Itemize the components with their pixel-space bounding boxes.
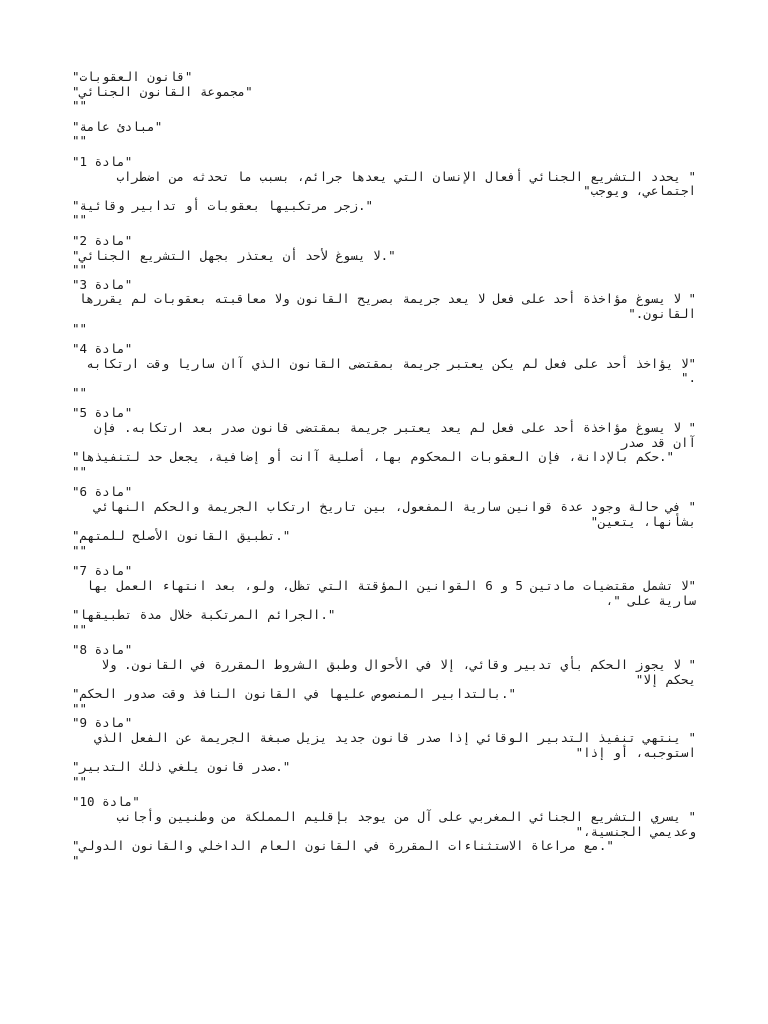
text-line: "بالتدابير المنصوص عليها في القانون النافذ وقت صدور الحكم." (72, 686, 517, 702)
text-line: "لا يسوغ لأحد أن يعتذر بجهل التشريع الجنائي." (72, 247, 396, 263)
text-line: "" (72, 773, 88, 789)
text-line: آان قد صدر (620, 434, 696, 450)
text-line: "" (72, 463, 88, 479)
text-line: "مادة 6" (72, 484, 133, 500)
text-line: "الجرائم المرتكبة خلال مدة تطبيقها." (72, 607, 336, 623)
text-line: "" (72, 320, 88, 336)
text-line: "" (72, 384, 88, 400)
text-line: "لا تشمل مقتضيات مادتين 5 و 6 القوانين المؤقتة التي تظل، ولو، بعد انتهاء العمل بها (86, 578, 696, 593)
text-line: "" (72, 133, 88, 149)
text-line: وعديمي الجنسية،" (575, 823, 696, 839)
text-line: "" (72, 700, 88, 716)
text-line: " لا يسوغ مؤاخذة أحد على فعل لم يعد يعتبر جريمة بمقتضى قانون صدر بعد ارتكابه. فإن (93, 420, 696, 436)
text-line: "مادة 2" (72, 232, 133, 248)
text-line: "" (72, 212, 88, 228)
text-line: "مادة 1" (72, 153, 133, 169)
text-line: "مادة 7" (72, 563, 133, 579)
text-line: " يسري التشريع الجنائي المغربي على آل من يوجد بإقليم المملكة من وطنيين وأجانب (116, 808, 696, 824)
text-line: " في حالة وجود عدة قوانين سارية المفعول، بين تاريخ ارتكاب الجريمة والحكم النهائي (93, 499, 696, 515)
text-line: "حكم بالإدانة، فإن العقوبات المحكوم بها، أصلية آانت أو إضافية، يجعل حد لتنفيذها." (72, 449, 675, 465)
text-line: القانون." (628, 305, 696, 321)
text-line: "مادة 10" (72, 794, 140, 810)
text-line: "مادة 5" (72, 405, 133, 421)
text-line: " لا يسوغ مؤاخذة أحد على فعل لا يعد جريمة بصريح القانون ولا معاقبته بعقوبات لم يقررها (78, 291, 696, 307)
text-line: "لا يؤاخذ أحد على فعل لم يكن يعتبر جريمة بمقتضى القانون الذي آان ساريا وقت ارتكابه (86, 355, 696, 371)
text-line: "زجر مرتكبيها بعقوبات أو تدابير وقائية." (72, 197, 374, 213)
text-line: "مبادئ عامة" (72, 118, 163, 134)
text-line: "تطبيق القانون الأصلح للمتهم." (72, 528, 291, 544)
text-line: سارية على "، (605, 592, 696, 608)
text-line: ." (680, 370, 696, 386)
text-line: " لا يجوز الحكم بأي تدبير وقائي، إلا في الأحوال وطبق الشروط المقررة في القانون. ولا (101, 656, 696, 672)
text-line: "مادة 8" (72, 642, 133, 658)
document-page (72, 70, 696, 868)
text-line: "" (72, 98, 88, 114)
text-line: "مع مراعاة الاستثناءات المقررة في القانون العام الداخلي والقانون الدولي." (72, 838, 614, 854)
text-line: " (72, 852, 80, 868)
text-line: يحكم إلا" (635, 671, 696, 687)
text-line: "مادة 3" (72, 276, 133, 292)
text-line: اجتماعي، ويوجب" (583, 183, 696, 199)
text-line: "" (72, 542, 88, 558)
text-line: "" (72, 621, 88, 637)
text-line: " ينتهي تنفيذ التدبير الوقائي إذا صدر قانون جديد يزيل صبغة الجريمة عن الفعل الذي (93, 729, 696, 745)
text-line: "مادة 9" (72, 715, 133, 731)
text-line: "مجموعة القانون الجنائي" (72, 83, 253, 99)
text-line: "مادة 4" (72, 341, 133, 357)
text-line: "" (72, 262, 88, 278)
text-line: "صدر قانون يلغي ذلك التدبير." (72, 759, 291, 775)
text-line: "قانون العقوبات" (72, 69, 193, 84)
text-line: بشأنها، يتعين" (590, 513, 696, 529)
text-line: استوجبه، أو إذا" (575, 744, 696, 760)
text-line: " يحدد التشريع الجنائي أفعال الإنسان التي يعدها جرائم، بسبب ما تحدثه من اضطراب (116, 168, 696, 184)
